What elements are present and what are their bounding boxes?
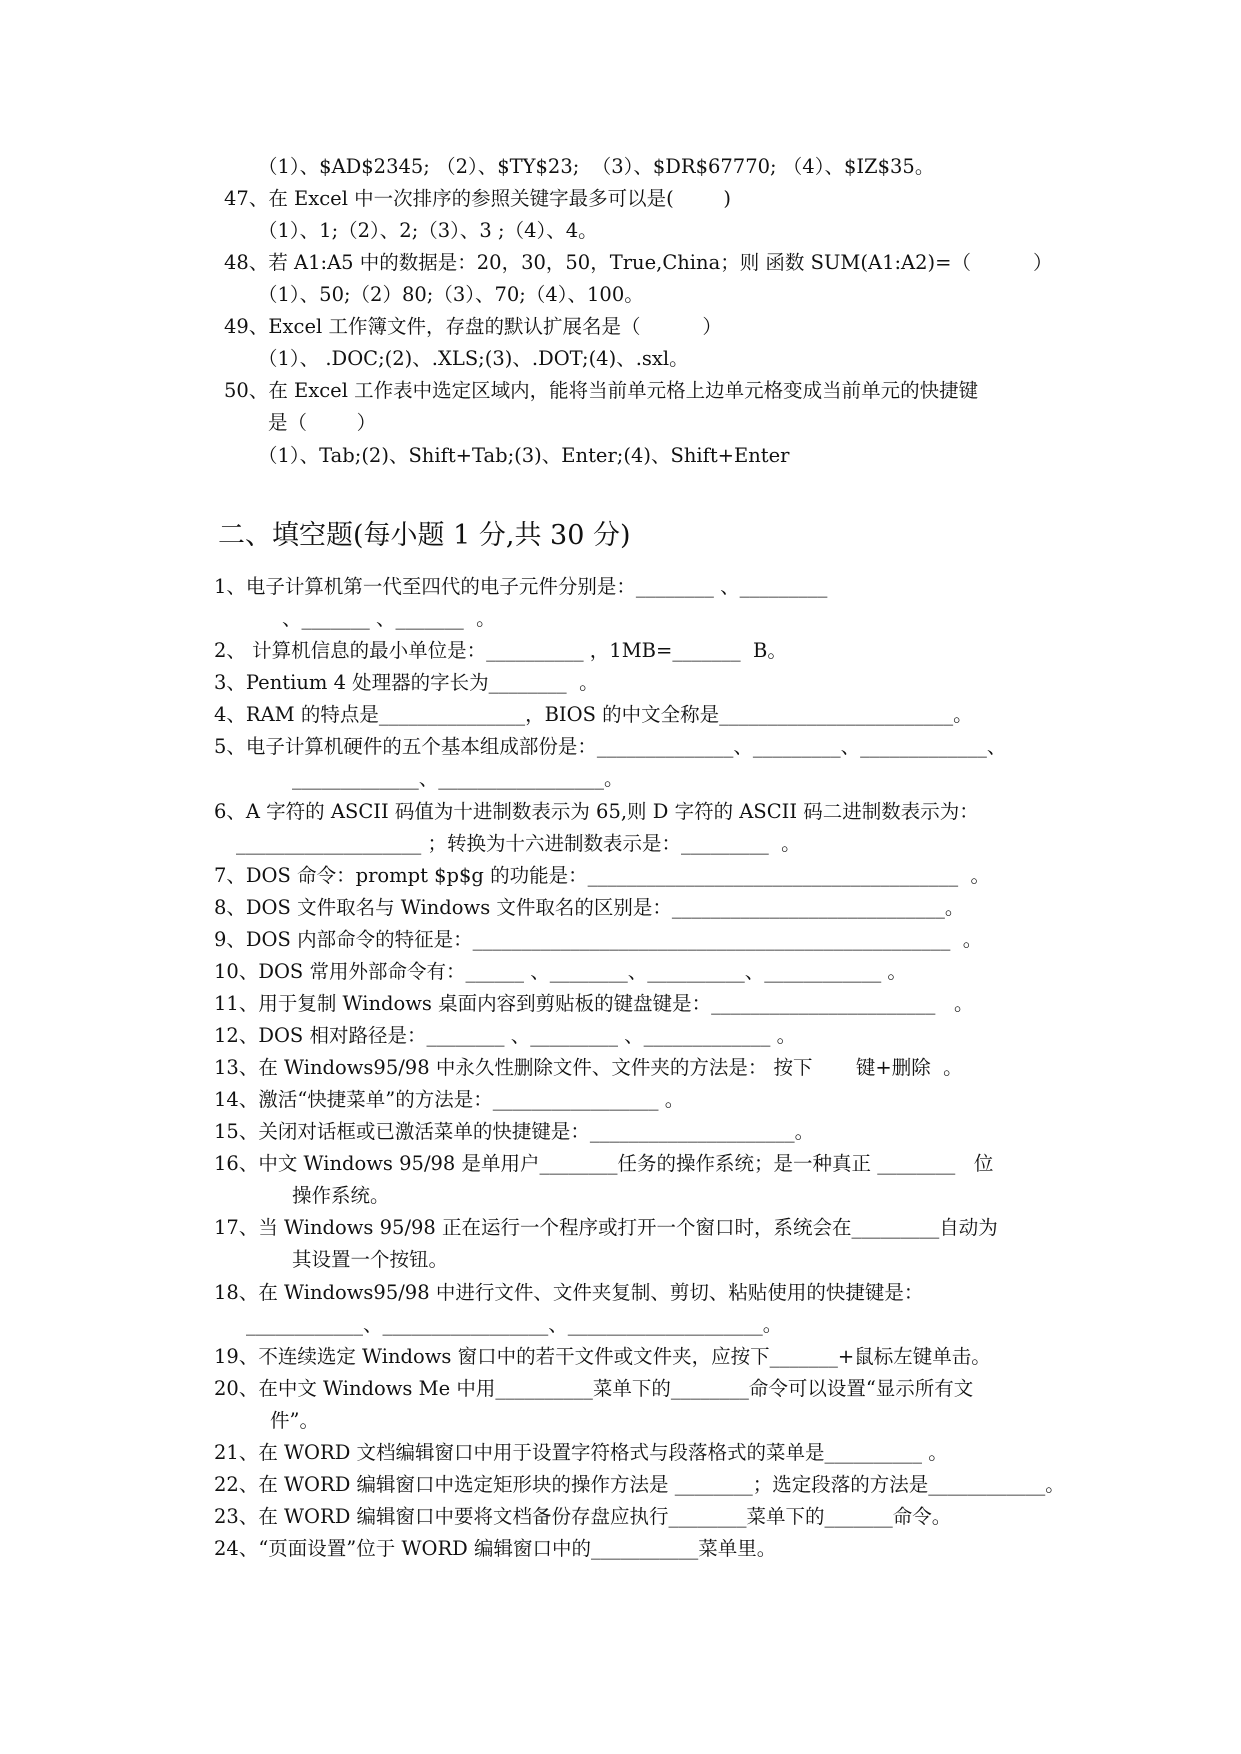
fill-question-9: 9、DOS 内部命令的特征是：_________________________________________________ 。 xyxy=(214,928,983,951)
fill-question-15: 15、关闭对话框或已激活菜单的快捷键是：_____________________。 xyxy=(214,1120,815,1143)
fill-question-11: 11、用于复制 Windows 桌面内容到剪贴板的键盘键是：_______________________ 。 xyxy=(214,992,974,1015)
q50-options: （1）、Tab;(2)、Shift+Tab;(3)、Enter;(4)、Shift+Enter xyxy=(258,444,790,467)
fill-question-23: 23、在 WORD 编辑窗口中要将文档备份存盘应执行________菜单下的_______命令。 xyxy=(214,1505,952,1528)
fill-question-12: 12、DOS 相对路径是：________ 、_________ 、_____________ 。 xyxy=(214,1024,797,1047)
fill-question-1-continued: 、_______ 、_______ 。 xyxy=(282,607,496,630)
fill-question-18: 18、在 Windows95/98 中进行文件、文件夹复制、剪切、粘贴使用的快捷键是： xyxy=(214,1281,924,1304)
fill-question-14: 14、激活“快捷菜单”的方法是：_________________ 。 xyxy=(214,1088,685,1111)
question-50-continued: 是（ ） xyxy=(268,411,377,434)
fill-question-5-continued: _____________、_________________。 xyxy=(292,767,624,790)
question-47: 47、在 Excel 中一次排序的参照关键字最多可以是( ) xyxy=(224,187,731,210)
fill-question-13: 13、在 Windows95/98 中永久性删除文件、文件夹的方法是： 按下 键+删除 。 xyxy=(214,1056,963,1079)
fill-question-6-continued: ___________________ ；转换为十六进制数表示是：_________ 。 xyxy=(236,832,801,855)
fill-question-16: 16、中文 Windows 95/98 是单用户________任务的操作系统；是一种真正 ________ 位 xyxy=(214,1152,994,1175)
question-48: 48、若 A1:A5 中的数据是：20，30，50，True,China；则 函数 SUM(A1:A2)=（ ） xyxy=(224,251,1053,274)
section-title: 二、填空题(每小题 1 分,共 30 分) xyxy=(218,520,631,551)
fill-question-4: 4、RAM 的特点是_______________，BIOS 的中文全称是________________________。 xyxy=(214,703,973,726)
fill-question-1: 1、电子计算机第一代至四代的电子元件分别是：________ 、_________ xyxy=(214,575,828,598)
fill-question-10: 10、DOS 常用外部命令有：______ 、________、__________、____________ 。 xyxy=(214,960,907,983)
fill-question-17-continued: 其设置一个按钮。 xyxy=(292,1248,449,1271)
fill-question-5: 5、电子计算机硬件的五个基本组成部份是：______________、_________、_____________、 xyxy=(214,735,1007,758)
fill-question-22: 22、在 WORD 编辑窗口中选定矩形块的操作方法是 ________；选定段落的方法是____________。 xyxy=(214,1473,1065,1496)
fill-question-17: 17、当 Windows 95/98 正在运行一个程序或打开一个窗口时，系统会在_________自动为 xyxy=(214,1216,998,1239)
fill-question-16-continued: 操作系统。 xyxy=(292,1184,390,1207)
fill-question-19: 19、不连续选定 Windows 窗口中的若干文件或文件夹，应按下_______+鼠标左键单击。 xyxy=(214,1345,991,1368)
fill-question-3: 3、Pentium 4 处理器的字长为________ 。 xyxy=(214,671,599,694)
question-49: 49、Excel 工作簿文件，存盘的默认扩展名是（ ） xyxy=(224,315,722,338)
fill-question-6: 6、A 字符的 ASCII 码值为十进制数表示为 65,则 D 字符的 ASCII 码二进制数表示为： xyxy=(214,800,979,823)
fill-question-18-continued: ____________、_________________、____________________。 xyxy=(246,1313,783,1336)
fill-question-24: 24、“页面设置”位于 WORD 编辑窗口中的___________菜单里。 xyxy=(214,1537,777,1560)
fill-question-20: 20、在中文 Windows Me 中用__________菜单下的________命令可以设置“显示所有文 xyxy=(214,1377,974,1400)
fill-question-21: 21、在 WORD 文档编辑窗口中用于设置字符格式与段落格式的菜单是__________ 。 xyxy=(214,1441,948,1464)
question-50: 50、在 Excel 工作表中选定区域内，能将当前单元格上边单元格变成当前单元的快捷键 xyxy=(224,379,979,402)
q46-options: （1）、$AD$2345; （2）、$TY$23; （3）、$DR$67770; （4）、$IZ$35。 xyxy=(258,155,935,178)
fill-question-2: 2、 计算机信息的最小单位是：__________ ，1MB=_______ B。 xyxy=(214,639,787,662)
fill-question-7: 7、DOS 命令：prompt $p$g 的功能是：______________________________________ 。 xyxy=(214,864,991,887)
q48-options: （1）、50;（2）80;（3）、70;（4）、100。 xyxy=(258,283,644,306)
q47-options: （1）、1;（2）、2;（3）、3 ;（4）、4。 xyxy=(258,219,598,242)
q49-options: （1）、 .DOC;(2)、.XLS;(3)、.DOT;(4)、.sxl。 xyxy=(258,347,689,370)
fill-question-20-continued: 件”。 xyxy=(270,1409,319,1432)
fill-question-8: 8、DOS 文件取名与 Windows 文件取名的区别是：____________________________。 xyxy=(214,896,965,919)
